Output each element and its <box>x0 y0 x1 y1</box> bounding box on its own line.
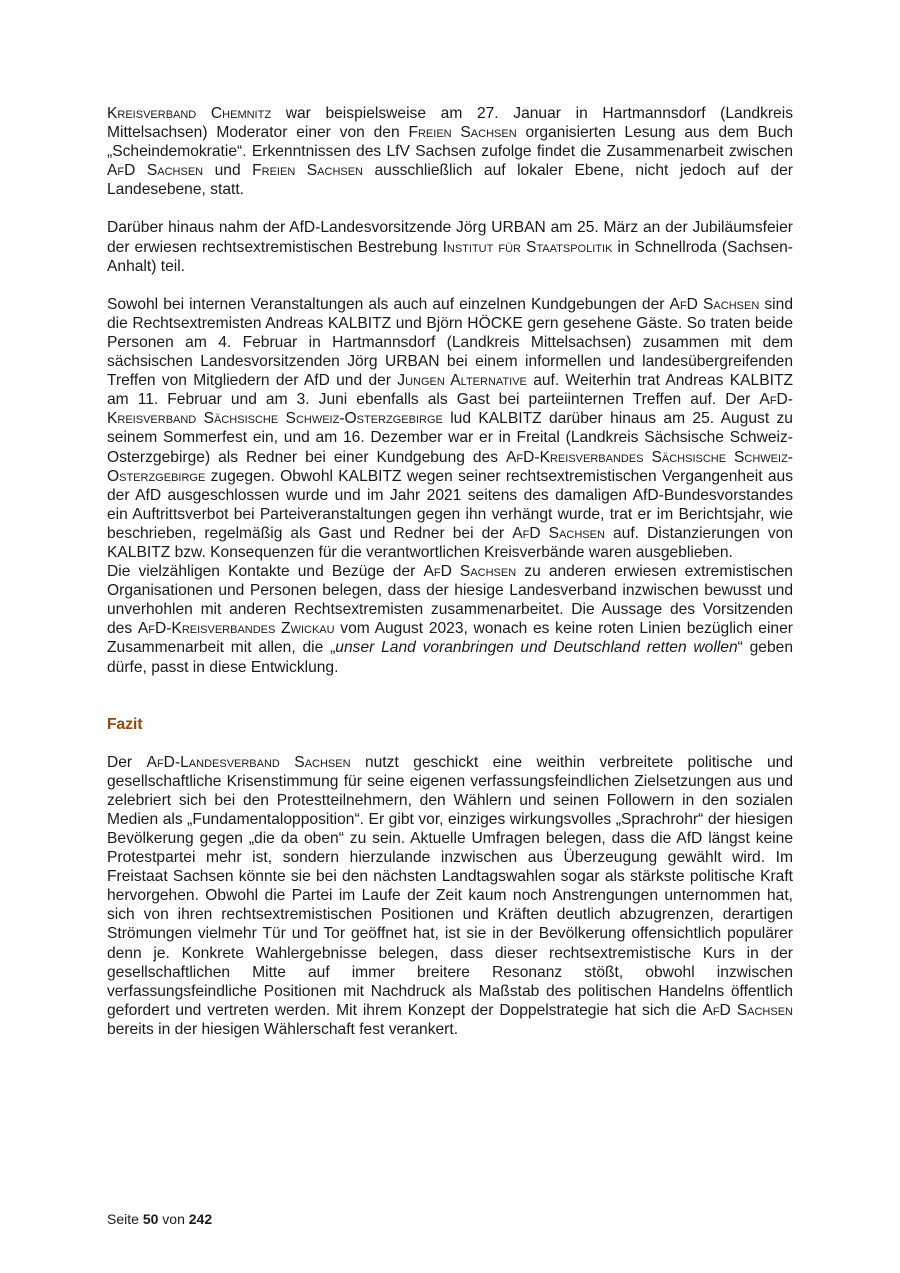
text-span: Darüber hinaus nahm der AfD-Landesvorsitzende Jörg URBAN am 25. März an der Jubiläumsfeier der erwiesen rechtsextremistischen Bestrebung <box>107 219 793 256</box>
paragraph-spacer <box>107 199 793 218</box>
org-name: Institut für Staatspolitik <box>442 238 613 256</box>
text-span: zugegen. Obwohl KALBITZ wegen seiner rechtsextremistischen Vergangenheit aus der AfD ausgeschlossen wurde und im Jahr 2021 seitens des damaligen AfD-Bundesvorstandes ein Auftrittsverbot bei Parteiveranstaltungen gegen ihn verhängt wurde, trat er im Berichtsjahr, wie beschrieben, regelmäßig als Gast und Redner bei der <box>107 467 793 542</box>
quote-italic: unser Land voranbringen und Deutschland retten wollen <box>335 639 738 657</box>
org-name: AfD Sachsen <box>107 162 204 180</box>
section-spacer <box>107 677 793 715</box>
text-span: zu anderen erwiesen extremistischen Organisationen und Personen belegen, dass der hiesige Landesverband inzwischen bewusst und unverhohlen mit anderen Rechtsextremisten zusammenarbeitet. Die Aussage des Vorsitzenden des <box>107 563 793 638</box>
text-span: nutzt geschickt eine weithin verbreitete politische und gesellschaftliche Krisenstimmung für seine eigenen verfassungsfeindlichen Zielsetzungen aus und zelebriert sich bei den Protestteilnehmern, den Wählern und seinen Followern in den sozialen Medien als „Fundamentalopposition“. Er gibt vor, einziges wirkungsvolles „Sprachrohr“ der hiesigen Bevölkerung gegen „die da oben“ zu sein. Aktuelle Umfragen belegen, dass die AfD längst keine Protestpartei mehr ist, sondern hierzulande inzwischen aus Überzeugung gewählt wird. Im Freistaat Sachsen könnte sie bei den nächsten Landtagswahlen sogar als stärkste politische Kraft hervorgehen. Obwohl die Partei im Laufe der Zeit kaum noch Anstrengungen unternommen hat, sich von ihren rechtsextremistischen Positionen und Kräften deutlich abzugrenzen, derartigen Strömungen vielmehr Tür und Tor geöffnet hat, ist sie in der Bevölkerung offensichtlich populärer denn je. Konkrete Wahlergebnisse belegen, dass dieser rechtsextremistische Kurs in der gesellschaftlichen Mitte auf immer breitere Resonanz stößt, obwohl inzwischen verfassungsfeindliche Positionen mit Nachdruck als Maßstab des politischen Handelns öffentlich gefordert und vertreten werden. Mit ihrem Konzept der Doppelstrategie hat sich die <box>107 753 794 1019</box>
org-name: Freien Sachsen <box>408 124 517 142</box>
text-span: organisierten Lesung aus dem Buch „Scheindemokratie“. Erkenntnissen des LfV Sachsen zufolge findet die Zusammenarbeit zwischen <box>107 124 793 161</box>
document-body <box>107 104 793 1039</box>
text-span: bereits in der hiesigen Wählerschaft fest verankert. <box>107 1020 459 1038</box>
page-footer <box>107 1211 212 1227</box>
text-span: Die vielzähligen Kontakte und Bezüge der <box>107 563 424 581</box>
org-name: AfD-Landesverband Sachsen <box>146 753 351 771</box>
paragraph-fazit <box>107 753 793 1039</box>
org-name: AfD Sachsen <box>512 524 605 542</box>
text-span: ausschließlich auf lokaler Ebene, nicht jedoch auf der Landesebene, statt. <box>107 162 793 199</box>
text-span: auf. Weiterhin trat Andreas KALBITZ am 11. Februar und am 3. Juni ebenfalls als Gast bei parteiinternen Treffen auf. Der <box>107 372 794 409</box>
paragraph-spacer <box>107 276 793 295</box>
org-name: AfD-Kreisverband Sächsische Schweiz-Osterzgebirge <box>107 391 793 428</box>
footer-middle: von <box>158 1211 189 1227</box>
paragraph-urban-schnellroda <box>107 218 793 275</box>
org-name: AfD-Kreisverbandes Zwickau <box>137 620 335 638</box>
text-span: sind die Rechtsextremisten Andreas KALBITZ und Björn HÖCKE gern gesehene Gäste. So traten beide Personen am 4. Februar in Hartmannsdorf (Landkreis Mittelsachsen) zusammen mit dem sächsischen Landesvorsitzenden Jörg URBAN bei einem informellen und landesübergreifenden Treffen von Mitgliedern der AfD und der <box>107 295 793 390</box>
paragraph-kreisverband-chemnitz <box>107 104 793 199</box>
section-heading-fazit: Fazit <box>107 715 143 733</box>
text-span: Sowohl bei internen Veranstaltungen als auch auf einzelnen Kundgebungen der <box>107 295 670 313</box>
org-name: Freien Sachsen <box>252 162 363 180</box>
text-span: “ geben dürfe, passt in diese Entwicklung. <box>107 639 794 676</box>
text-span: vom August 2023, wonach es keine roten Linien bezüglich einer Zusammenarbeit mit allen, die „ <box>107 620 793 657</box>
org-name: AfD Sachsen <box>669 295 760 313</box>
text-span: lud KALBITZ darüber hinaus am 25. August zu seinem Sommerfest ein, und am 16. Dezember war er in Freital (Landkreis Sächsische Schweiz-Osterzgebirge) als Redner bei einer Kundgebung des <box>107 410 793 466</box>
paragraph-kalbitz-hoecke <box>107 295 793 562</box>
paragraph-spacer <box>107 734 793 753</box>
paragraph-kontakte <box>107 562 793 677</box>
footer-prefix: Seite <box>107 1211 143 1227</box>
org-name: AfD Sachsen <box>423 563 517 581</box>
total-page-count: 242 <box>188 1211 213 1227</box>
org-name: AfD Sachsen <box>702 1001 793 1019</box>
text-span: war beispielsweise am 27. Januar in Hartmannsdorf (Landkreis Mittelsachsen) Moderator einer von den <box>107 105 793 142</box>
org-name: Kreisverband Chemnitz <box>107 105 272 122</box>
current-page-number: 50 <box>142 1211 159 1227</box>
text-span: und <box>203 162 253 180</box>
text-span: Der <box>107 753 147 771</box>
org-name: Jungen Alternative <box>397 372 527 390</box>
text-span: in Schnellroda (Sachsen-Anhalt) teil. <box>107 238 793 275</box>
org-name: AfD-Kreisverbandes Sächsische Schweiz-Osterzgebirge <box>107 448 793 485</box>
text-span: auf. Distanzierungen von KALBITZ bzw. Konsequenzen für die verantwortlichen Kreisverbände waren ausgeblieben. <box>107 524 793 561</box>
